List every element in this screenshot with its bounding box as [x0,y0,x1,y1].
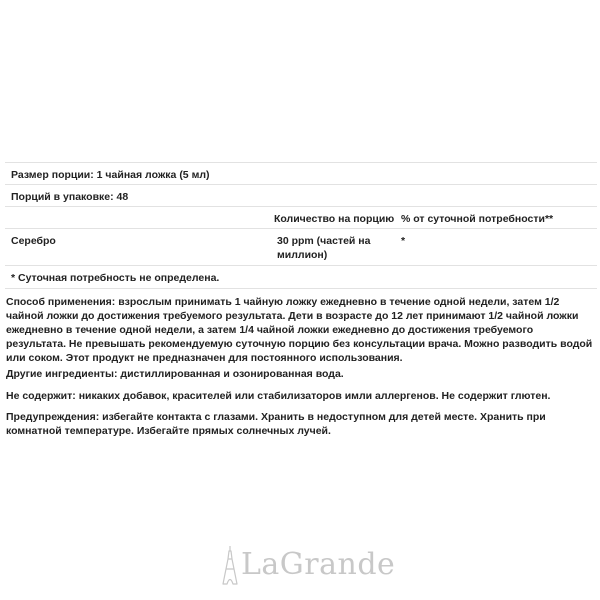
ingredient-name: Серебро [11,235,56,247]
footnote: * Суточная потребность не определена. [11,272,220,284]
footnote-row [5,266,597,289]
ingredient-amount: 30 ppm (частей на миллион) [277,235,371,261]
serving-size: Размер порции: 1 чайная ложка (5 мл) [11,169,210,181]
ingredient-daily-value: * [401,235,406,247]
watermark-logo [222,540,396,590]
warnings: Предупреждения: избегайте контакта с глазами. Хранить в недоступном для детей месте. Хранить при комнатной температуре. Избегайте прямых солнечных лучей. [6,411,546,437]
servings-per-container: Порций в упаковке: 48 [11,191,129,203]
supplement-facts-table [5,162,597,289]
usage-instructions: Способ применения: взрослым принимать 1 чайную ложку ежедневно в течение одной недели, затем 1/2 чайной ложки до достижения требуемого результата. Дети в возрасте до 12 лет принимают 1/2 чайной ложки ежедневно в течение одной недели, а затем 1/4 чайной ложки ежедневно до достижения требуемого результата. Не превышать рекомендуемую суточную порцию без консультации врача. Можно разводить водой или соком. Этот продукт не предназначен для постоянного использования. [6,296,593,364]
header-amount: Количество на порцию [274,213,395,225]
header-empty-cell [5,207,268,212]
serving-size-row [5,163,597,185]
free-of-statement: Не содержит: никаких добавок, красителей или стабилизаторов имли аллергенов. Не содержит глютен. [6,390,551,402]
header-daily-value: % от суточной потребности** [401,213,554,225]
table-header-row [5,207,597,229]
table-row [5,229,597,266]
other-ingredients: Другие ингредиенты: дистиллированная и озонированная вода. [6,368,344,380]
servings-per-container-row [5,185,597,207]
eiffel-tower-icon [222,545,238,585]
watermark-text: LaGrande [241,547,396,582]
